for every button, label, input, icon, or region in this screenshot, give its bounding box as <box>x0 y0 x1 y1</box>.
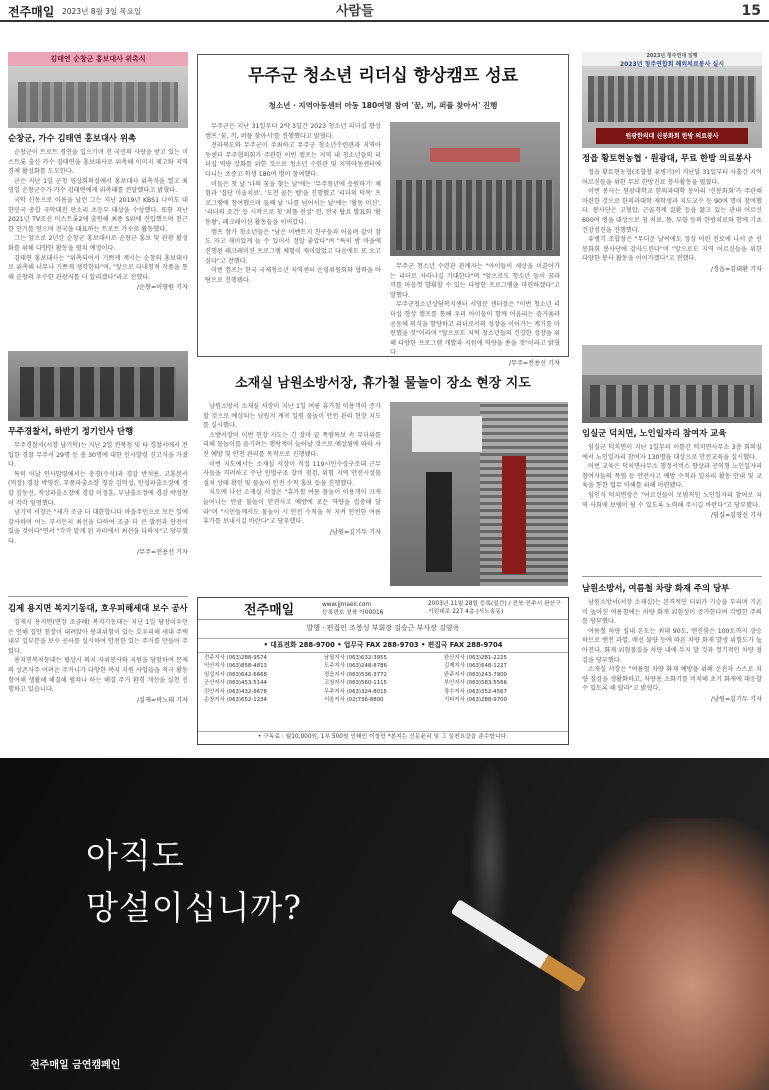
office-entry: 정읍지사 (063)536-3772 <box>324 671 387 678</box>
office-entry: 전주지사 (063)288-9574 <box>204 655 267 661</box>
paragraph: 무주군청소년상담복지센터 서영문 센터장은 "이번 청소년 리더십 향상 캠프를 통해 우리 아이들이 함께 어울리는 즐거움과 공동체 의식을 함양하고 리더로서의 성장을 이어가는 계기를 마련했을 것"이라며 "앞으로도 지역 청소년들의 건강한 성장을 위해 다양한 프로그램 개발과 지원에 역량을 쏟을 것"이라고 밝혔다. <box>390 301 560 357</box>
fire-body <box>203 402 381 538</box>
paragraph: 임인식 덕치면장은 "어르신들이 모범적인 노인일자리 참여로 지역 사회에 보탬이 될 수 있도록 노력해 주시길 바란다"고 당부했다. <box>582 491 762 509</box>
paragraph: 이번 교육은 덕치면사무소 행정서비스 향상과 공익형 노인일자리 참여자들의 폭염 등 안전사고 예방 수칙과 일자리 활동 안내 및 교육을 통한 업무 이해를 위해 마련됐다. <box>582 463 762 490</box>
paragraph: 무주경찰서(서장 남기덕)는 지난 2일 전북청 및 타 경찰서에서 전입한 경찰 무주서 29명 등 총 30명에 대한 인사발령 신고식을 가졌다. <box>8 441 188 469</box>
masthead-staff: 발행 · 편집인 조봉성 부회장 김승근 부사장 김양옥 <box>306 624 460 632</box>
masthead-web <box>322 602 383 617</box>
photo-banner-bottom: 원광한의대 신봉화회 한방 의료봉사 <box>625 132 719 140</box>
masthead-offices <box>204 654 564 704</box>
headline-ambassador: 순창군, 가수 김태연 홍보대사 위촉 <box>8 133 137 143</box>
office-entry: 고창지사 (063)560-1115 <box>324 680 387 687</box>
office-entry: 남원지사 (063)632-3955 <box>324 655 387 661</box>
page-number: 15 <box>741 3 761 19</box>
photo-fire-chief <box>390 402 568 586</box>
masthead-registration: 등록번호 전북 아00016 <box>322 609 384 616</box>
section-title: 사람들 <box>336 4 374 19</box>
masthead-top <box>198 598 568 620</box>
office-entry: 무주지사 (063)324-8015 <box>324 688 387 695</box>
byline: /김제=곽노태 기자 <box>136 696 188 704</box>
paragraph: 지도에 나선 소재실 서장은 "휴가철 여름 물놀이 이용객이 크게 늘어나는 만큼 물놀이 안전사고 예방에 모든 역량을 집중해 달라"며 "시민들께서도 물놀이 시 안전 수칙을 꼭 지켜 안전한 여름 휴가를 보내시길 바란다"고 당부했다. <box>203 489 381 526</box>
paragraph: 전라북도와 무주군이 주최하고 무주군 청소년수련관과 지역아동센터 무주협의회가 주관한 이번 캠프는 지역 내 청소년들의 리더십 역량 강화를 위한 것으로 청소년 수련관 및 지역아동센터에 다니는 초중고 학생 180여 명이 참여했다. <box>205 142 381 179</box>
office-entry: 장수지사 (063)352-4567 <box>444 688 507 695</box>
masthead-url: www.jjmaeil.com <box>322 602 371 608</box>
paragraph: 이번 봉사는 원광대학교 한의과대학 동아리 '신봉화회'가 주관해 마련한 것으로 한의과대학 재학생과 지도교수 등 90여 명이 참여했다. 봉사단은 고혈압, 근골격계 질환 등을 앓고 있는 관내 어르신 600여 명을 대상으로 침 치료, 뜸, 부항 등의 한방치료와 함께 기초 건강검진을 진행했다. <box>582 188 762 234</box>
masthead-footer: • 구독료 : 월10,000원, 1부 500원 인쇄인 이상만 *본지는 신문윤리 및 그 실천요강을 준수합니다. <box>198 731 568 742</box>
divider <box>8 596 188 597</box>
right-column-3 <box>582 578 762 705</box>
anti-smoking-ad <box>0 758 769 1090</box>
office-entry: 군산지사 (063)453-5144 <box>204 680 267 687</box>
article-senior-jobs <box>582 443 762 510</box>
paragraph: 순창군이 트로트 경연을 입으기며 전 국민의 사랑을 받고 있는 미스트롯 출신 가수 김태연을 홍보대사로 위촉해 이미지 제고와 지역 경제 활성화를 도모한다. <box>8 148 188 176</box>
paragraph: 그는 앞으로 2년간 순창군 홍보대사로 순창군 홍보 및 관광 활성화를 위해 다양한 활동을 펼쳐 예정이다. <box>8 235 188 253</box>
left-column <box>8 52 188 293</box>
lead-headline: 무주군 청소년 리더십 향상캠프 성료 <box>247 66 518 86</box>
headline-medical: 정읍 황토현농협 · 원광대, 무료 한방 의료봉사 <box>582 153 752 163</box>
lead-subheadline: 청소년 · 지역아동센터 아동 180여명 참여 '꿈, 끼, 퍼플 찾아서' 진행 <box>268 101 498 110</box>
masthead-address: 2003년 11월 28일 등록(일간) / 전북 전주시 완산구 기린대로 227 4층 (서노송동) <box>428 601 561 615</box>
paragraph: 유병기 조합장은 "무더운 날씨에도 정성 어린 진료에 나서 준 신봉화회 봉사단에 감사드린다"며 "앞으로도 지역 어르신들을 위한 다양한 봉사 활동을 이어가겠다"고 전했다. <box>582 236 762 263</box>
paragraph: 남원소방서(서장 소재실)는 본격적인 더위가 기승을 부리며 기온이 높아진 여름철에는 차량 화재 위험성이 증가한다며 각별한 주의를 당부했다. <box>582 598 762 626</box>
newspaper-name: 전주매일 <box>8 5 55 19</box>
byline: /순창=이영원 기자 <box>136 284 188 292</box>
paragraph: 군은 지난 1일 군청 영상회의실에서 홍보대사 위촉식을 열고 최영일 순창군수가 가수 김태연에게 위촉패를 전달했다고 밝혔다. <box>8 177 188 195</box>
headline-gimje: 김제 용지면 복지기동대, 호우피해세대 보수 공사 <box>8 603 188 613</box>
lead-body-right <box>390 262 560 369</box>
left-column-3 <box>8 598 188 705</box>
byline: /남원=김기두 기자 <box>710 696 762 704</box>
office-entry: 익산지사 (063)858-4813 <box>204 663 267 670</box>
paragraph: 남기덕 서장은 "새가 조금 더 대한합니다 마을주민으로 모든 일에 감사하며 어느 부서든지 최선을 다하여 조금 더 큰 발전과 안전이 있을 것이다"면서 "각각 맡게 된 자리에서 최선을 다하자"고 당부했다. <box>8 509 188 546</box>
headline-car-fire: 남원소방서, 여름철 차량 화재 주의 당부 <box>582 583 730 593</box>
paragraph: 여름철 차량 실내 온도는 최대 90도, 엔진룸은 100도까지 상승하므로 엔진 과열, 배선 불량 등에 따른 차량 화재 발생 위험도가 높아진다. 화재 위험물질을 차량 내에 두지 말 것과 정기적인 차량 점검을 당부했다. <box>582 627 762 664</box>
paragraph: 정읍 황토현농협(조합장 유병기)이 지난달 31일부터 사흘간 지역 어르신들을 위한 무료 한방진료 봉사활동을 펼쳤다. <box>582 168 762 186</box>
office-entry: 김제지사 (063)548-1227 <box>444 663 507 670</box>
byline: /임실=김영신 기자 <box>710 512 762 520</box>
article-police <box>8 441 188 547</box>
masthead-phones: • 대표전화 288-9700 • 업무국 FAX 288-9703 • 편집국 FAX 288-9704 <box>198 638 568 653</box>
ad-headline-line2: 망설이십니까? <box>86 888 302 927</box>
office-entry: 임실지사 (063)642-6668 <box>204 671 267 678</box>
photo-banner-top: 2023년 청주연대 일행 <box>646 53 698 59</box>
paragraph: 소방서장이 이번 현장 지도는 긴 장마 끝 폭염특보 속 무더위를 피해 물놀이를 즐기려는 행락객이 늘어날 것으로 예상됨에 따라 사전 예방 및 안전 관리를 목적으로 진행됐다. <box>203 431 381 459</box>
page-header <box>0 0 769 22</box>
paragraph: 무주군은 지난 31일부터 2박 3일간 2023 청소년 리더십 향상 캠프 '꿈, 끼, 퍼플 찾아서'를 진행했다고 밝혔다. <box>205 123 381 140</box>
byline: /무주=전용선 기자 <box>508 360 560 368</box>
paragraph: 특히 이날 인사발령에서는 총경(수석)과 경감 반석용, 고흥분서(역장) 경감 박영진, 무풍파출소장 경감 김억성, 안성파출소장에 경감 김동선, 적상파출소장에 경감 이성훈, 부남출소장에 경감 박성찬이 각각 임명했다. <box>8 470 188 507</box>
paragraph: 용지면복지동대는 평상시 의지 자위봉사와 지원을 담함하여 문제의 상존자주 어려운 주거니가 다양한 복지 지원 사업들을 적극 활동 참여해 생활해 해결해 펼쳐나 하는 해결 주거 환경 개선을 실천 진행하고 있습니다. <box>8 657 188 694</box>
photo-camp <box>390 122 560 256</box>
byline: /정읍=김대환 기자 <box>710 266 762 274</box>
headline-police: 무주경찰서, 하반기 정기인사 단행 <box>8 426 134 436</box>
ad-campaign-name: 전주매일 금연캠페인 <box>30 1060 121 1071</box>
right-column <box>582 52 762 275</box>
photo-medical-volunteer <box>582 52 762 148</box>
photo-ambassador <box>8 52 188 128</box>
paragraph: 소재실 서장은 "여름철 차량 화재 예방을 위해 운전자 스스로 차량 점검을 생활화하고, 차량용 소화기를 비치해 초기 화재에 대응할 수 있도록 해 달라"고 밝혔다. <box>582 666 762 693</box>
lead-body-left <box>205 122 381 285</box>
paragraph: 김제시 용지면(면장 조금례) 복지기동대는 지난 1일 담장이우먼은 인해 집안 천장이 내려앉아 붕괴위험이 있는 호우피해 세대 주택 내부 일부분을 보수 공사를 실시하여 안전한 있는 주거를 만들어 주었다. <box>8 618 188 655</box>
paragraph: 임실군 덕치면이 지난 1일부터 이틀간 덕치면사무소 3층 회의실에서 노인일자리 참여자 130명을 대상으로 안전교육을 실시했다. <box>582 443 762 461</box>
office-entry: 도주지사 (063)248-8786 <box>324 663 387 670</box>
paragraph: 남원소방서 소재실 서장이 지난 1일 여름 휴가철 이용객이 증가할 것으로 예상되는 남원지 계곡 일원 물놀이 안전 관리 현장 지도를 실시했다. <box>203 403 381 430</box>
masthead-name: 전주매일 <box>244 603 295 618</box>
paragraph: 김태연 홍보대사는 "위촉되어서 기쁘게 계시는 순창의 홍보대사로 위촉해 너무나 기쁘게 생각한다"며, "앞으로 다내청적 작품을 통해 순창의 우수한 관광지를 더 알리겠다"라고 전했다. <box>8 254 188 281</box>
hand-image <box>560 818 769 1090</box>
article-car-fire <box>582 598 762 694</box>
photo-police <box>8 351 188 421</box>
office-entry: 서울지사 (02)736-8800 <box>324 696 384 703</box>
headline-senior-jobs: 임실군 덕치면, 노인일자리 참여자 교육 <box>582 428 727 438</box>
paragraph: 무주군 청소년 수련관 관계자는 "아이들이 세상을 이끌어가는 리더로 자라나길 기대한다"며 "앞으로도 청소년 들이 꿈과 끼를 마음껏 발휘할 수 있는 다양한 프로그램을 마련하겠다"고 말했다. <box>390 263 560 299</box>
byline: /남원=김기두 기자 <box>329 528 381 536</box>
paragraph: 국악 신동으로 이름을 날린 그는 지난 2019년 KBS1 나이도 대한민국 총합 국악대전 판소리 초등부 대상을 수상했다. 또한 지난 2021년 TV조선 미스트롯2에 출연해 최종 5위에 진입했으며 친근한 인기를 얻으며 전국을 대표하는 트로트 가수로 활동했다. <box>8 196 188 233</box>
divider <box>582 576 762 577</box>
photo-senior-jobs <box>582 345 762 423</box>
office-entry: 순창지사 (063)652-1234 <box>204 696 267 703</box>
article-ambassador <box>8 148 188 283</box>
masthead-box <box>197 597 569 745</box>
photo-banner-text: 김태연 순창군 홍보대사 위촉식 <box>50 55 146 63</box>
office-entry: 완주지사 (063)243-7900 <box>444 671 507 678</box>
left-column-2 <box>8 351 188 557</box>
issue-date: 2023년 8월 3일 목요일 <box>62 7 142 16</box>
ad-headline-line1: 아직도 <box>86 836 185 875</box>
right-column-2 <box>582 345 762 521</box>
byline: /무주=전용선 기자 <box>136 548 188 556</box>
paragraph: 이번 지도에서는 소재실 서장이 직접 119시민수상구조대 근무자들을 격려하고 수난 인명구조 장비 점검, 위험 지역 안전시설물 설치 상태 확인 및 물놀이 안전 수칙 홍보 등을 진행했다. <box>203 460 381 487</box>
fire-headline: 소재실 남원소방서장, 휴가철 물놀이 장소 현장 지도 <box>235 376 531 391</box>
article-medical <box>582 168 762 264</box>
photo-banner-line: 2023년 청주연합회 해외의료봉사 실시 <box>619 61 725 68</box>
paragraph: 캠프 참가 청소년들은 "남은 이벤트지 친구들과 어울려 같이 잠도 자고 재미있게 놀 수 있어서 정말 좋았다"며 "특히 밤 마을에 진행된 레크레이션 프로그램 체험이 재미있었고 다음에도 또 오고 싶다"고 전했다. <box>205 228 381 265</box>
office-entry: 기타지사 (063)288-9700 <box>444 696 507 703</box>
office-entry: 완산지사 (063)281-2225 <box>444 655 507 661</box>
paragraph: 이번 캠프는 한국 국제청소년 지역센터 운영위원회와 협력을 바탕으로 진행됐다. <box>205 267 381 284</box>
paragraph: 이들은 첫 날 '나의 꿈을 찾는 날'에는 '무주청년에 응원하기' 체험과 '집단 미술치료', '도전 골든 벨'을 진행했고 '리더의 덕목' 프로그램에 참여했으며 둘째 날 '나를 넘어서는 날'에는 '활동 미션', '리더의 조건' 등 시작으로 첫 '퍼플 전설' 전, 전국 탑요 발표회 '활동왕', 레크레이션 활동들을 이어갔다. <box>205 180 381 227</box>
article-gimje <box>8 618 188 695</box>
office-entry: 진안지사 (063)432-6678 <box>204 688 267 695</box>
office-entry: 부안지사 (063)583-5566 <box>444 680 507 687</box>
